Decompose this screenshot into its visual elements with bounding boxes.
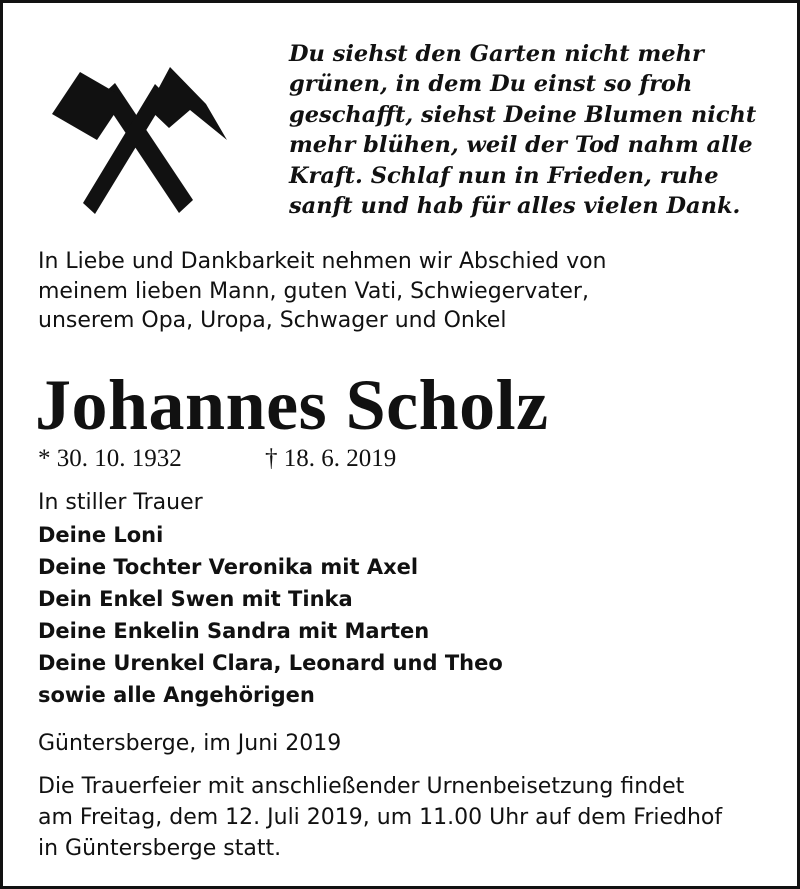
birth-date: * 30. 10. 1932 (38, 445, 182, 472)
mourner-name: Deine Enkelin Sandra mit Marten (38, 619, 430, 643)
hammer-and-pick-icon (47, 58, 233, 218)
intro-line: meinem lieben Mann, guten Vati, Schwiegervater, (38, 278, 589, 304)
intro-line: unserem Opa, Uropa, Schwager und Onkel (38, 308, 507, 334)
service-line: am Freitag, dem 12. Juli 2019, um 11.00 Uhr auf dem Friedhof (38, 805, 723, 830)
funeral-service-info (38, 771, 722, 864)
deceased-name: Johannes Scholz (35, 365, 549, 445)
poem-line: grünen, in dem Du einst so froh (289, 71, 693, 98)
hammer-head (52, 72, 125, 140)
emblem-shapes (52, 67, 227, 214)
mourner-name: Dein Enkel Swen mit Tinka (38, 587, 353, 611)
intro-line: In Liebe und Dankbarkeit nehmen wir Abschied von (38, 249, 607, 274)
poem-line: sanft und hab für alles vielen Dank. (289, 192, 741, 219)
death-date: † 18. 6. 2019 (265, 445, 397, 472)
mourner-name: Deine Urenkel Clara, Leonard und Theo (38, 651, 503, 675)
poem-line: Kraft. Schlaf nun in Frieden, ruhe (289, 162, 719, 189)
service-line: in Güntersberge statt. (38, 836, 282, 861)
mourners-list (38, 487, 503, 711)
mourner-name: sowie alle Angehörigen (38, 683, 315, 707)
poem (289, 39, 789, 221)
poem-line: geschafft, siehst Deine Blumen nicht (289, 101, 757, 128)
poem-line: Du siehst den Garten nicht mehr (289, 41, 704, 67)
mourners-intro: In stiller Trauer (38, 490, 203, 515)
mourner-name: Deine Loni (38, 523, 164, 547)
mourner-name: Deine Tochter Veronika mit Axel (38, 555, 419, 579)
place-and-date: Güntersberge, im Juni 2019 (38, 731, 342, 756)
farewell-intro (38, 247, 607, 336)
pick-head (148, 67, 227, 140)
service-line: Die Trauerfeier mit anschließender Urnenbeisetzung findet (38, 774, 685, 799)
poem-line: mehr blühen, weil der Tod nahm alle (289, 132, 753, 159)
